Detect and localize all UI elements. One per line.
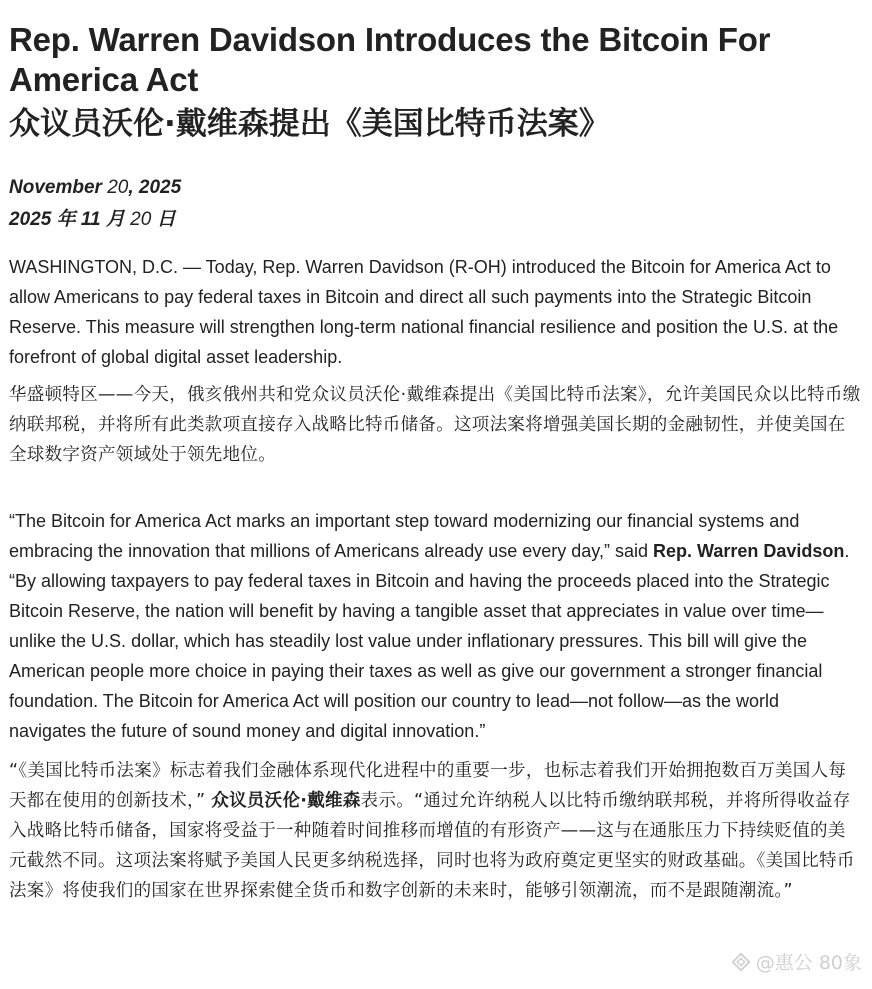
watermark: [730, 948, 862, 975]
date-en: November 20, 2025: [9, 177, 182, 198]
quote-paragraph-cn: “《美国比特币法案》标志着我们金融体系现代化进程中的重要一步，也标志着我们开始拥抱数百万美国人每天都在使用的创新技术，” 众议员沃伦·戴维森表示。“通过允许纳税人以比特币缴纳联邦税，并将所得收益存入战略比特币储备，国家将受益于一种随着时间推移而增值的有形资产——这与在通胀压力下持续贬值的美元截然不同。这项法案将赋予美国人民更多纳税选择，同时也将为政府奠定更坚实的财政基础。《美国比特币法案》将使我们的国家在世界探索健全货币和数字创新的未来时，能够引领潮流，而不是跟随潮流。”: [9, 761, 855, 901]
date-block: [9, 172, 861, 236]
article-title-cn: 众议员沃伦·戴维森提出《美国比特币法案》: [9, 106, 610, 142]
quote-paragraph-en: “The Bitcoin for America Act marks an important step toward modernizing our financial systems and embracing the innovation that millions of Americans already use every day,” said Rep. Warren Davidson. “By allowing taxpayers to pay federal taxes in Bitcoin and having the proceeds placed into the Strategic Bitcoin Reserve, the nation will benefit by having a tangible asset that appreciates in value over time—unlike the U.S. dollar, which has steadily lost value under inflationary pressures. This bill will give the American people more choice in paying their taxes as well as give our government a stronger financial foundation. The Bitcoin for America Act will position our country to lead—not follow—as the world navigates the future of sound money and digital innovation.”: [9, 511, 850, 741]
speaker-name-en: Rep. Warren Davidson: [653, 541, 845, 561]
logo-icon: [730, 951, 752, 973]
intro-paragraph-en: WASHINGTON, D.C. — Today, Rep. Warren Davidson (R-OH) introduced the Bitcoin for America Act to allow Americans to pay federal taxes in Bitcoin and direct all such payments into the Strategic Bitcoin Reserve. This measure will strengthen long-term national financial resilience and position the U.S. at the forefront of global digital asset leadership.: [9, 257, 839, 367]
article: [9, 0, 861, 906]
speaker-name-cn: 众议员沃伦·戴维森: [211, 791, 361, 811]
watermark-text: @惠公 80象: [755, 952, 862, 974]
date-cn: 2025 年 11 月 20 日: [9, 209, 176, 230]
intro-paragraph-cn: 华盛顿特区——今天，俄亥俄州共和党众议员沃伦·戴维森提出《美国比特币法案》，允许美国民众以比特币缴纳联邦税，并将所有此类款项直接存入战略比特币储备。这项法案将增强美国长期的金融韧性，并使美国在全球数字资产领域处于领先地位。: [9, 385, 861, 465]
article-title-en: Rep. Warren Davidson Introduces the Bitcoin For America Act: [9, 21, 771, 98]
